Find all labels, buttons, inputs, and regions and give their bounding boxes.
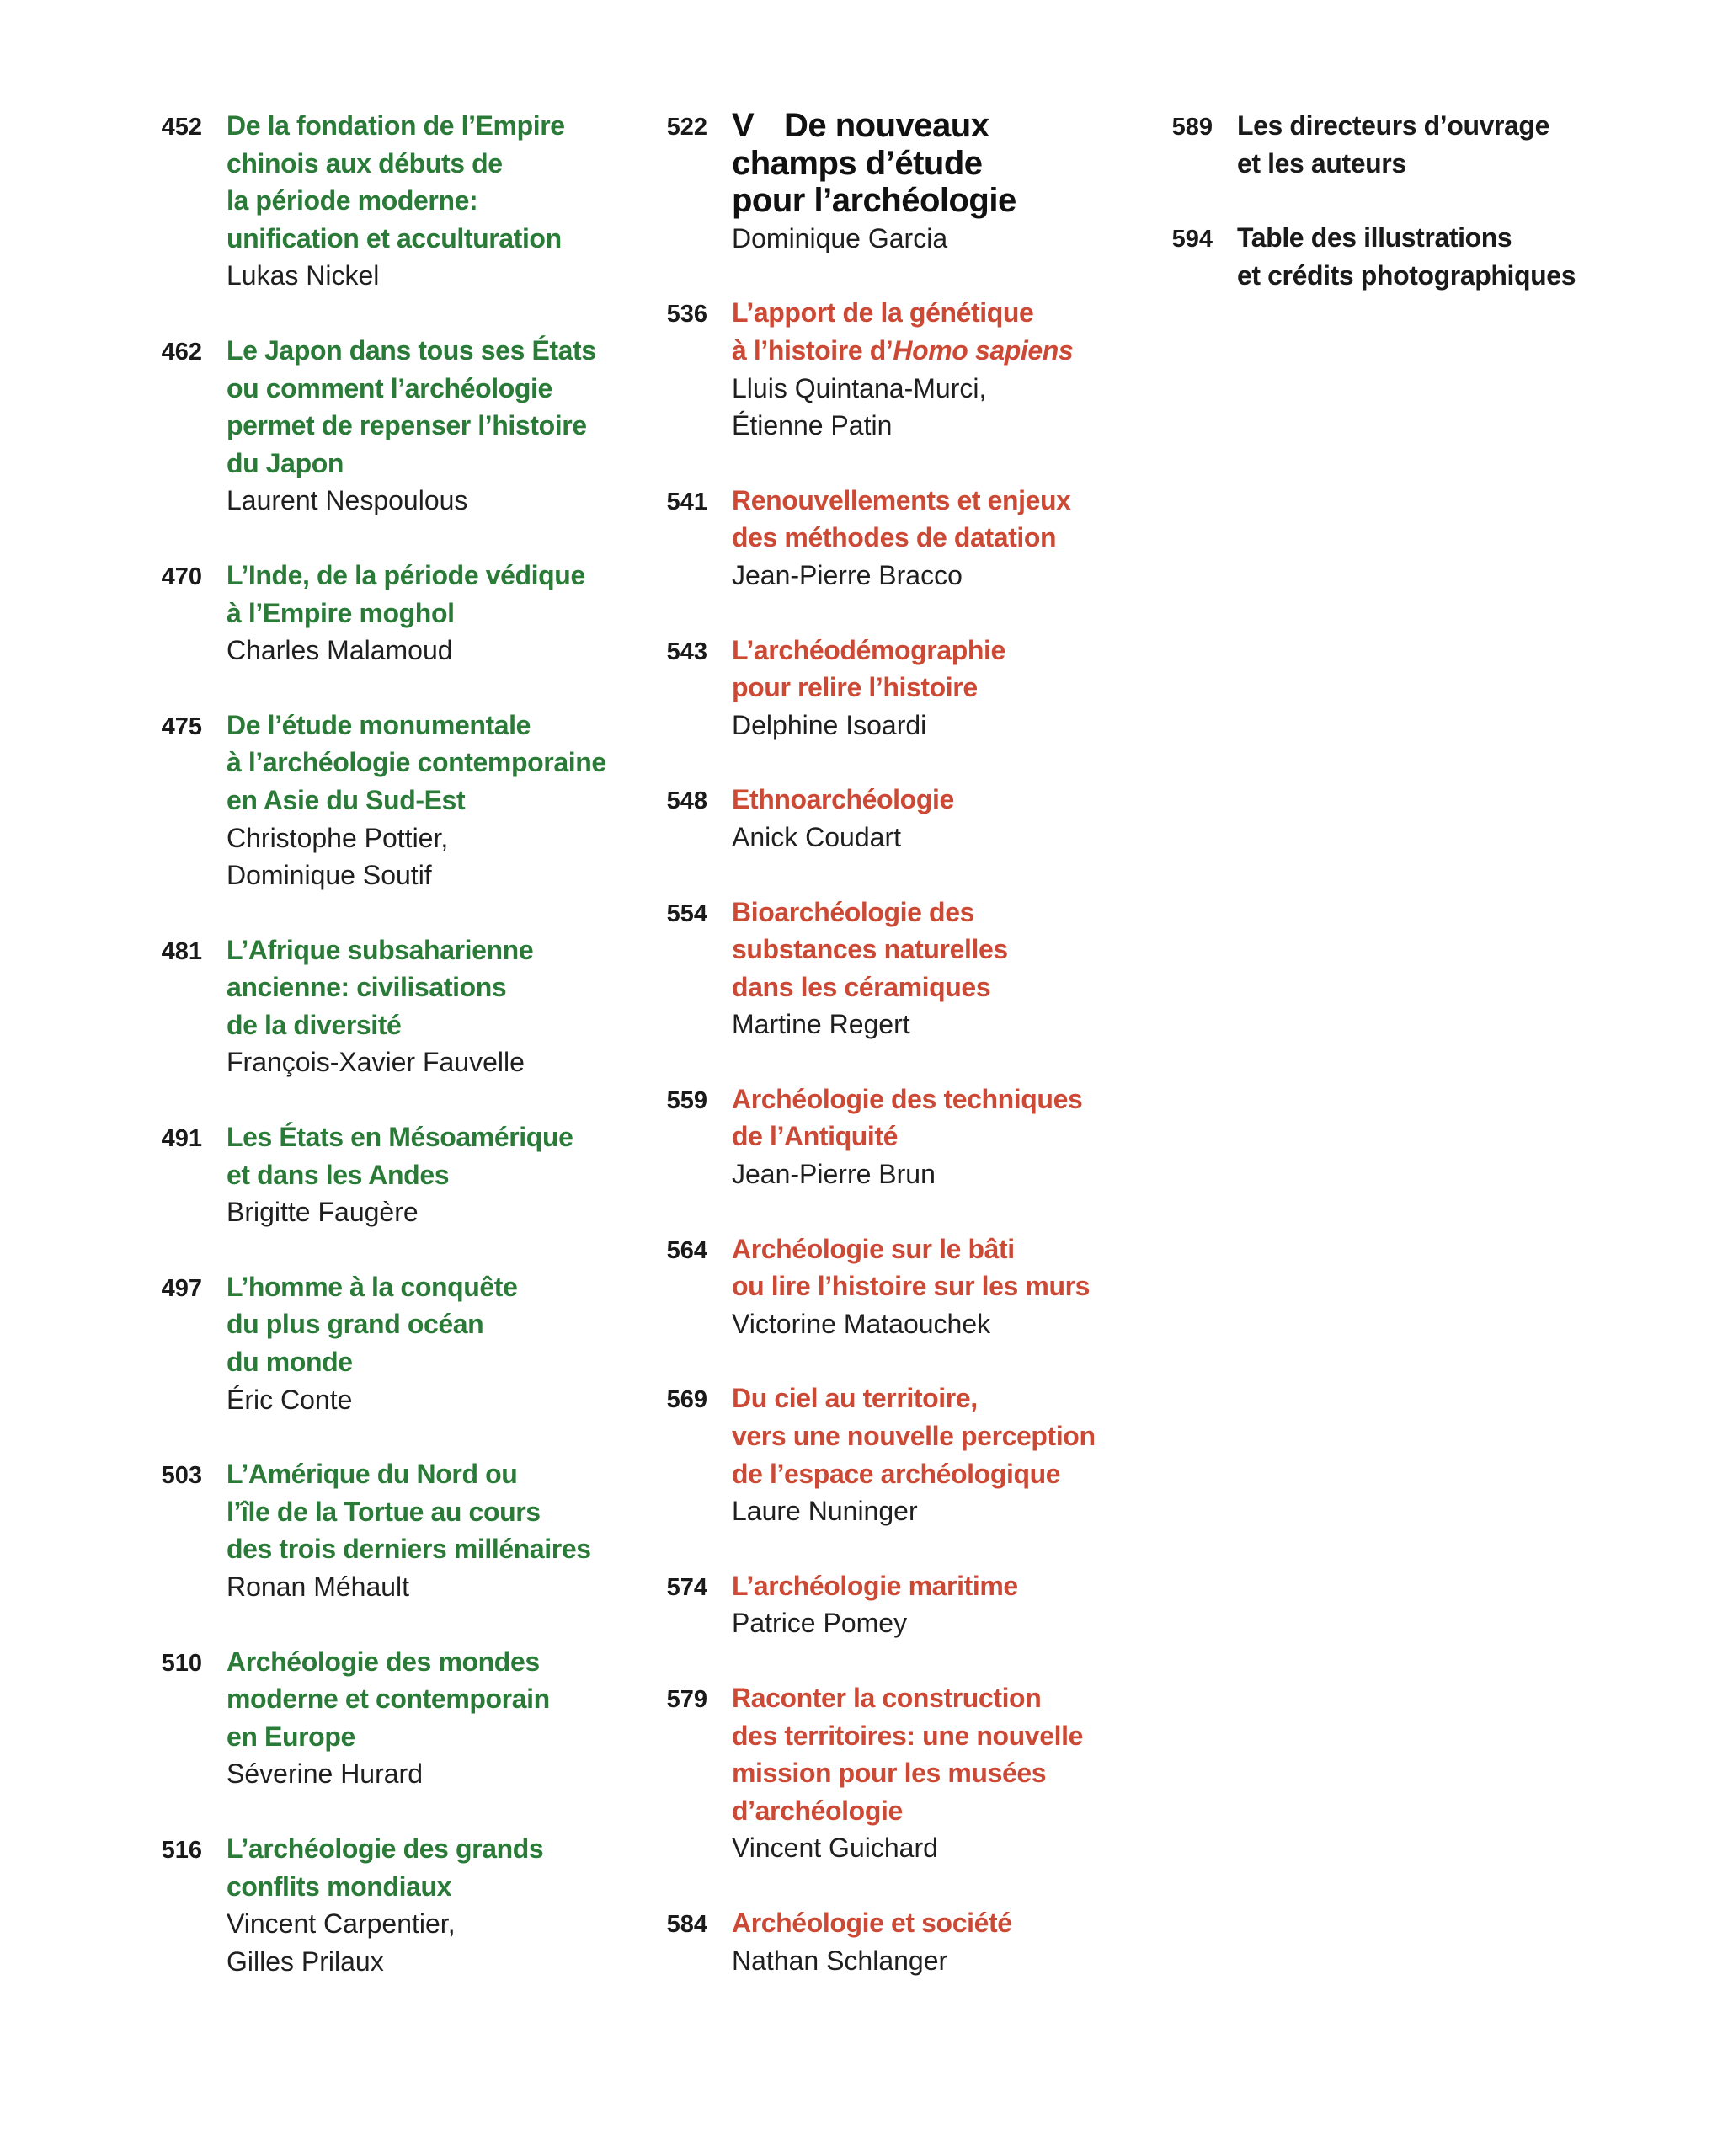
page-number: 559 [666,1086,707,1114]
page-number: 564 [666,1236,707,1264]
entry-content [732,781,1154,856]
author-name: Martine Regert [732,1009,910,1040]
title-line: substances naturelles [732,934,1008,965]
entry-content [227,1455,648,1605]
entry-title [732,894,1154,1006]
page-number: 584 [666,1910,707,1938]
author-name: Étienne Patin [732,410,893,441]
entry-title [732,1567,1154,1605]
title-line: et les auteurs [1237,147,1406,179]
entry-authors [732,707,1154,744]
toc-column-3 [1154,107,1659,331]
toc-entry[interactable] [648,1904,1154,1979]
author-name: Éric Conte [227,1384,353,1415]
entry-title [227,107,648,257]
toc-entry[interactable] [1154,107,1659,182]
title-line: à l’archéologie contemporaine [227,747,606,778]
title-line: et crédits photographiques [1237,259,1576,291]
page-number: 574 [666,1573,707,1601]
title-line: L’archéodémographie [732,634,1005,665]
page-number: 481 [161,937,202,965]
title-line: d’archéologie [732,1795,903,1826]
title-line: L’Amérique du Nord ou [227,1459,518,1490]
entry-authors [227,1043,648,1081]
title-line [732,107,1154,145]
title-line: de la diversité [227,1009,402,1040]
toc-entry[interactable] [1154,219,1659,294]
title-line: des territoires: une nouvelle [732,1720,1083,1751]
entry-content [732,1380,1154,1529]
title-line: Archéologie et société [732,1907,1012,1938]
toc-entry[interactable] [143,1830,648,1980]
author-name: François-Xavier Fauvelle [227,1047,525,1078]
author-name: Lukas Nickel [227,260,380,291]
title-line: ou comment l’archéologie [227,372,552,403]
entry-title [732,1904,1154,1942]
entry-content [227,107,648,295]
entry-authors [227,1568,648,1606]
author-name: Gilles Prilaux [227,1945,384,1977]
page-number: 536 [666,301,707,328]
author-name: Jean-Pierre Brun [732,1159,936,1190]
page-number: 462 [161,338,202,366]
entry-content [227,707,648,894]
title-line: ou lire l’histoire sur les murs [732,1271,1091,1302]
entry-content [227,557,648,670]
title-line: à l’Empire moghol [227,597,455,628]
author-name: Delphine Isoardi [732,709,927,740]
title-line: Le Japon dans tous ses États [227,334,596,366]
page-number: 470 [161,563,202,590]
toc-entry[interactable] [648,294,1154,444]
toc-entry[interactable] [648,632,1154,744]
title-line: Table des illustrations [1237,222,1512,253]
author-name: Brigitte Faugère [227,1197,419,1228]
entry-title [1237,107,1659,182]
author-name: Christophe Pottier, [227,822,449,853]
author-name: Laure Nuninger [732,1496,918,1527]
toc-entry[interactable] [143,332,648,520]
toc-entry[interactable] [143,707,648,894]
title-line: des trois derniers millénaires [227,1534,591,1565]
title-line: la période moderne: [227,185,478,216]
entry-title [1237,219,1659,294]
title-line: des méthodes de datation [732,522,1057,553]
entry-authors [227,819,648,894]
title-line: L’Inde, de la période védique [227,559,585,590]
entry-title [227,557,648,632]
section-numeral: V [732,107,755,144]
title-line: pour relire l’histoire [732,672,978,703]
title-fragment: à l’histoire d’ [732,334,893,366]
title-line: l’île de la Tortue au cours [227,1496,541,1527]
author-name: Anick Coudart [732,821,901,852]
entry-title [227,707,648,819]
entry-content [732,1679,1154,1867]
toc-entry[interactable] [648,781,1154,856]
entry-content [227,1830,648,1980]
title-line: dans les céramiques [732,971,991,1002]
toc-entry[interactable] [648,1679,1154,1867]
toc-entry[interactable] [648,1380,1154,1529]
title-line: moderne et contemporain [227,1684,550,1715]
toc-entry[interactable] [648,482,1154,595]
entry-content [732,1567,1154,1642]
entry-authors [732,1942,1154,1980]
author-name: Lluis Quintana-Murci, [732,372,987,403]
toc-entry[interactable] [648,1567,1154,1642]
entry-authors [227,632,648,670]
entry-content [732,107,1154,257]
entry-authors [227,1905,648,1980]
toc-entry[interactable] [143,1118,648,1231]
entry-title [227,1455,648,1568]
author-name: Ronan Méhault [227,1572,410,1602]
entry-title [732,1380,1154,1492]
entry-content [732,482,1154,595]
entry-title [732,632,1154,707]
toc-column-1 [143,107,648,2017]
page-number: 510 [161,1649,202,1677]
entry-title [227,931,648,1044]
title-line: chinois aux débuts de [227,147,503,179]
author-name: Vincent Carpentier, [227,1908,456,1940]
page-number: 579 [666,1686,707,1713]
entry-authors [227,1193,648,1231]
entry-authors [227,482,648,520]
page-number: 503 [161,1462,202,1490]
toc-column-2 [648,107,1154,2016]
toc-entry[interactable] [143,931,648,1081]
toc-entry[interactable] [648,1230,1154,1343]
entry-content [227,1643,648,1793]
title-line: du Japon [227,447,344,478]
entry-authors [732,557,1154,595]
title-line: Renouvellements et enjeux [732,484,1071,515]
entry-content [732,294,1154,444]
entry-title [227,1118,648,1193]
author-name: Dominique Soutif [227,860,432,891]
page-number: 452 [161,114,202,141]
entry-authors [732,1155,1154,1193]
author-name: Dominique Garcia [732,222,948,253]
entry-authors [732,1006,1154,1043]
entry-title [732,294,1154,369]
page-number: 569 [666,1386,707,1414]
title-line: Ethnoarchéologie [732,784,954,815]
entry-title [732,1230,1154,1305]
page-number: 491 [161,1125,202,1153]
entry-authors [227,257,648,295]
title-line: Bioarchéologie des [732,896,974,927]
title-line: L’homme à la conquête [227,1271,518,1302]
entry-content [227,931,648,1081]
entry-authors [732,370,1154,445]
title-line: Archéologie sur le bâti [732,1233,1015,1264]
author-name: Nathan Schlanger [732,1945,948,1976]
title-line: Du ciel au territoire, [732,1383,978,1414]
entry-title [227,1830,648,1905]
title-line: champs d’étude [732,144,983,182]
title-line: Les États en Mésoamérique [227,1122,573,1153]
toc-entry[interactable] [143,1455,648,1605]
title-line: L’Afrique subsaharienne [227,934,534,965]
title-line: en Europe [227,1721,355,1752]
entry-authors [732,1492,1154,1530]
title-line: permet de repenser l’histoire [227,410,587,441]
title-line: L’apport de la génétique [732,297,1034,328]
entry-content [732,632,1154,744]
title-line: conflits mondiaux [227,1870,451,1902]
title-line: pour l’archéologie [732,182,1016,220]
entry-authors [732,1829,1154,1867]
page-number: 497 [161,1274,202,1302]
entry-content [732,894,1154,1043]
entry-title [732,1679,1154,1829]
entry-title [227,1268,648,1381]
entry-authors [227,1381,648,1419]
title-line: et dans les Andes [227,1159,450,1190]
title-line: en Asie du Sud-Est [227,784,466,815]
title-line: L’archéologie des grands [227,1833,544,1864]
page-number: 589 [1171,114,1213,141]
entry-authors [732,1305,1154,1343]
page-number: 541 [666,488,707,515]
author-name: Victorine Mataouchek [732,1308,991,1339]
title-line: du plus grand océan [227,1309,484,1340]
entry-authors [227,1755,648,1793]
entry-content [227,332,648,520]
title-line: mission pour les musées [732,1758,1047,1789]
title-line: De la fondation de l’Empire [227,110,565,141]
title-line: unification et acculturation [227,222,562,253]
entry-content [1237,107,1659,182]
title-line: Raconter la construction [732,1683,1042,1713]
entry-content [1237,219,1659,294]
toc-entry[interactable] [143,557,648,670]
entry-content [227,1268,648,1418]
section-title-text: De nouveaux [784,107,989,144]
entry-title [732,781,1154,819]
title-line: Archéologie des techniques [732,1083,1083,1114]
entry-authors [732,1604,1154,1642]
entry-title [732,1081,1154,1155]
toc-entry[interactable] [143,107,648,295]
entry-authors [732,819,1154,857]
title-line: Archéologie des mondes [227,1646,540,1677]
entry-title [227,1643,648,1756]
page-number: 475 [161,712,202,740]
title-line: de l’Antiquité [732,1121,899,1152]
page-number: 554 [666,899,707,927]
author-name: Vincent Guichard [732,1833,938,1864]
title-line: ancienne: civilisations [227,972,507,1003]
page-number: 594 [1171,226,1213,253]
entry-content [732,1230,1154,1343]
entry-content [732,1904,1154,1979]
author-name: Jean-Pierre Bracco [732,559,963,590]
title-line: Les directeurs d’ouvrage [1237,110,1549,141]
entry-content [732,1081,1154,1193]
section-title [732,107,1154,220]
entry-content [227,1118,648,1231]
title-line [732,332,1154,370]
author-name: Charles Malamoud [227,635,453,666]
author-name: Patrice Pomey [732,1608,908,1639]
entry-title [227,332,648,482]
entry-title [732,482,1154,557]
page-number: 543 [666,638,707,665]
title-line: de l’espace archéologique [732,1458,1061,1489]
author-name: Laurent Nespoulous [227,485,468,516]
title-line: du monde [227,1347,353,1378]
title-line: L’archéologie maritime [732,1570,1018,1601]
title-line: De l’étude monumentale [227,709,531,740]
page-number: 522 [666,114,707,141]
page-number: 516 [161,1836,202,1864]
section-heading[interactable] [648,107,1154,257]
toc-entry[interactable] [648,894,1154,1043]
title-italic: Homo sapiens [893,334,1074,366]
author-name: Séverine Hurard [227,1758,423,1790]
entry-authors [732,220,1154,258]
toc-entry[interactable] [648,1081,1154,1193]
toc-entry[interactable] [143,1268,648,1418]
title-line: vers une nouvelle perception [732,1421,1096,1452]
page-number: 548 [666,787,707,815]
toc-entry[interactable] [143,1643,648,1793]
